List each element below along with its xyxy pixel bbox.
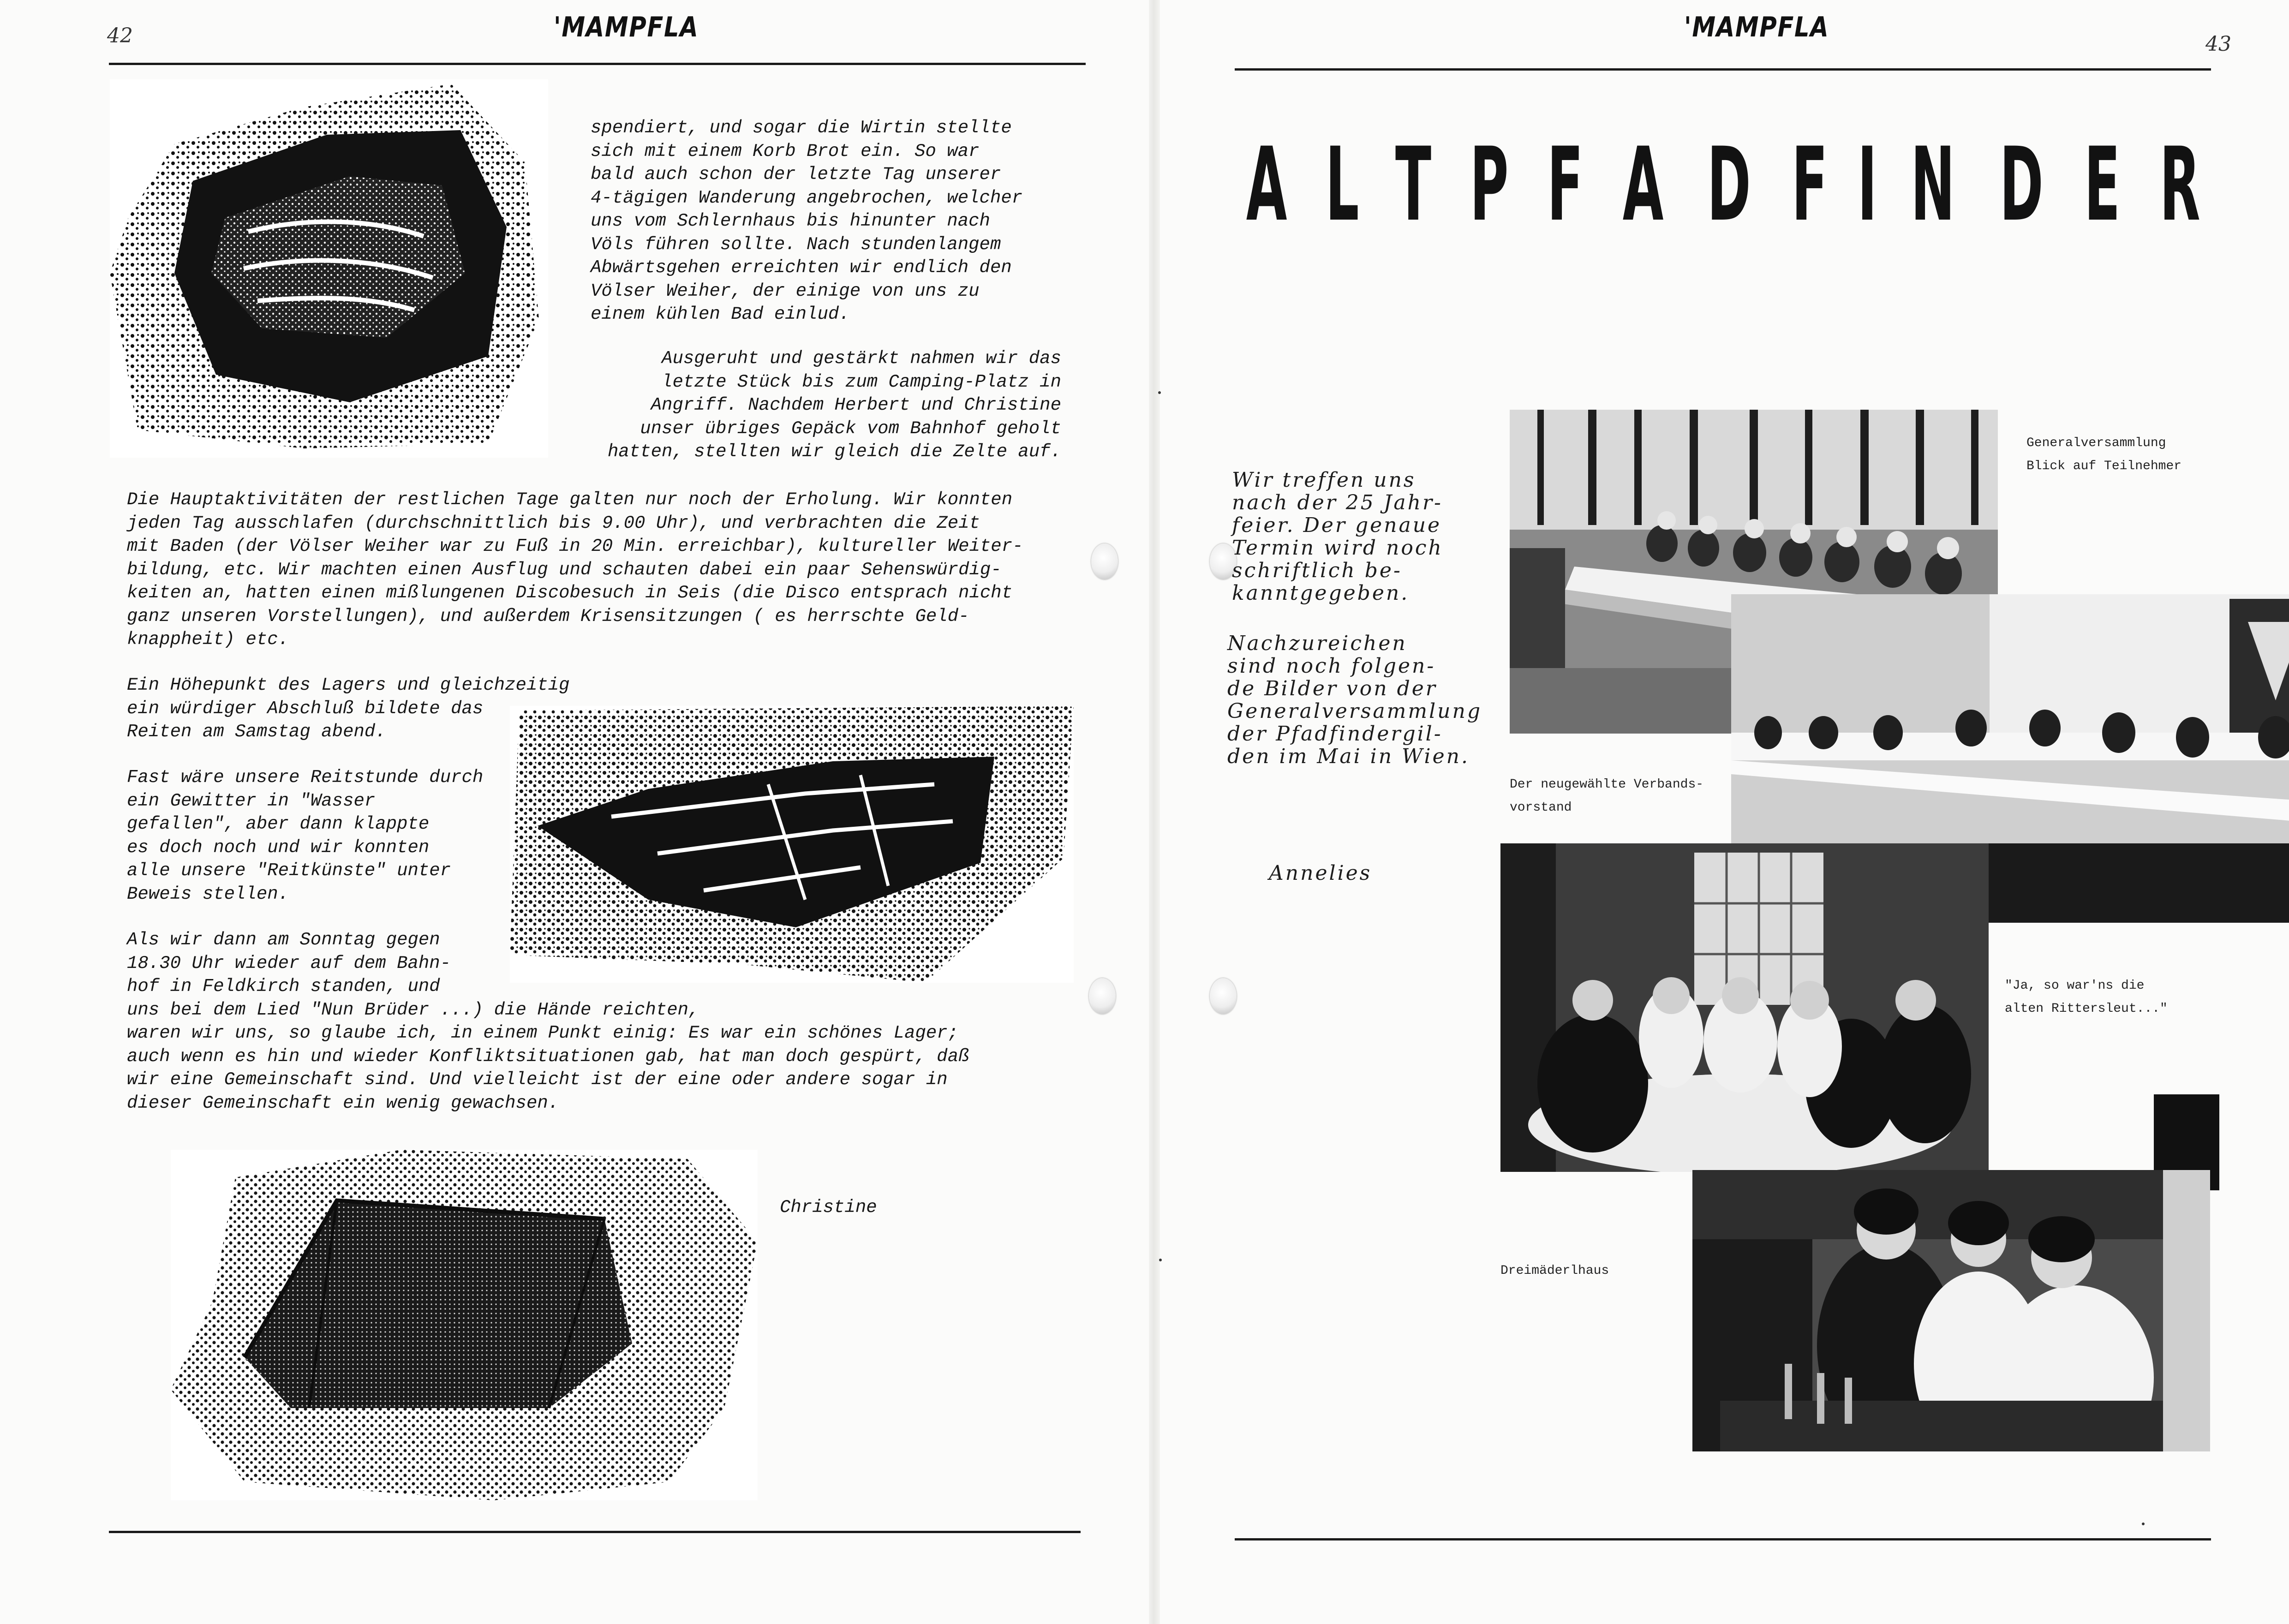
header-rule-left xyxy=(109,63,1086,65)
page-number-left: 42 xyxy=(107,24,133,48)
paper-speck xyxy=(2142,1522,2145,1525)
stipple-drawing-1 xyxy=(110,79,548,458)
text-column-top: spendiert, und sogar die Wirtin stellte sich mit einem Korb Brot ein. So war bald auch schon der letzte Tag unserer 4-tägigen Wanderung angebrochen, welcher uns vom Schlernhaus bis hinunter nach Völs führen sollte. Nach stundenlangem Abwärtsgehen erreichten wir endlich den Völser Weiher, der einige von uns zu einem kühlen Bad einlud. xyxy=(591,118,1023,324)
headline-letter: D xyxy=(1999,125,2044,244)
caption-knights: "Ja, so war'ns die alten Rittersleut..." xyxy=(2005,979,2168,1016)
header-rule-right xyxy=(1235,68,2211,71)
headline-letter: F xyxy=(1547,125,1584,244)
handwritten-meeting-note: Wir treffen uns nach der 25 Jahr- feier. Der genaue Termin wird noch schriftlich be- kanntgegeben. xyxy=(1232,468,1443,605)
photo-knights-table-image xyxy=(1500,843,1989,1172)
handwritten-photos-note: Nachzureichen sind noch folgen- de Bilder von der Generalversammlung der Pfadfindergil- den im Mai in Wien. xyxy=(1227,632,1482,768)
headline-letter: A xyxy=(1246,125,1287,244)
punch-hole-left-2 xyxy=(1089,978,1116,1014)
stipple-illustration-tent xyxy=(171,1150,758,1500)
headline-letter: N xyxy=(1911,125,1955,244)
handwritten-signature-annelies: Annelies xyxy=(1269,861,1372,885)
paper-speck xyxy=(1159,1259,1162,1261)
caption-dreimaederlhaus: Dreimäderlhaus xyxy=(1500,1264,1609,1278)
paper-speck xyxy=(1158,391,1161,394)
punch-hole-left-1 xyxy=(1091,543,1118,579)
headline-letter: P xyxy=(1470,125,1509,244)
headline-letter: D xyxy=(1707,125,1751,244)
footer-rule-right xyxy=(1235,1538,2211,1540)
punch-hole-right-2 xyxy=(1210,978,1237,1014)
masthead-logo-right: 'MAMPFLA xyxy=(1684,11,1829,43)
footer-rule-left xyxy=(109,1531,1081,1533)
photo-dreimaederlhaus xyxy=(1692,1170,2210,1451)
text-column-rested: Ausgeruht und gestärkt nahmen wir das letzte Stück bis zum Camping-Platz in Angriff. Nachdem Herbert und Christine unser übriges Gepäck vom Bahnhof geholt hatten, stellten wir gleich die Zelte auf. xyxy=(608,348,1061,462)
headline-letter: E xyxy=(2084,125,2121,244)
right-page xyxy=(1153,0,2289,1624)
text-sunday: Als wir dann am Sonntag gegen 18.30 Uhr wieder auf dem Bahn- hof in Feldkirch standen, und uns bei dem Lied "Nun Brüder ...) die Hände reichten, waren wir uns, so glaube ich, in einem Punkt einig: Es war ein schönes Lager; auch wenn es hin und wieder Konfliktsituationen gab, hat man doch gespürt, daß wir eine Gemeinschaft sind. Und vielleicht ist der eine oder andere sogar in dieser Gemeinschaft ein wenig gewachsen. xyxy=(127,930,969,1113)
text-riding: Fast wäre unsere Reitstunde durch ein Gewitter in "Wasser gefallen", aber dann klappte es doch noch und wir konnten alle unsere "Reitkünste" unter Beweis stellen. xyxy=(127,767,484,904)
headline-letter: A xyxy=(1623,125,1664,244)
headline-letter: T xyxy=(1395,125,1432,244)
caption-new-board: Der neugewählte Verbands- vorstand xyxy=(1510,777,1704,815)
stipple-illustration-backpack xyxy=(110,79,548,458)
masthead-logo-left: 'MAMPFLA xyxy=(554,11,699,43)
text-highlight: Ein Höhepunkt des Lagers und gleichzeitig ein würdiger Abschluß bildete das Reiten am Samstag abend. xyxy=(127,675,570,742)
photo-dreimaederlhaus-image xyxy=(1692,1170,2210,1451)
headline-letter: I xyxy=(1857,125,1877,244)
caption-general-assembly: Generalversammlung Blick auf Teilnehmer xyxy=(2026,436,2182,473)
headline-letter: R xyxy=(2160,125,2201,244)
headline-letter: F xyxy=(1792,125,1828,244)
headline-altpfadfinder xyxy=(1227,125,2219,244)
headline-letter: L xyxy=(1325,125,1359,244)
page-number-right: 43 xyxy=(2205,32,2231,56)
signature-christine: Christine xyxy=(780,1197,877,1218)
stipple-drawing-3 xyxy=(171,1150,758,1500)
text-main-activities: Die Hauptaktivitäten der restlichen Tage galten nur noch der Erholung. Wir konnten jeden Tag ausschlafen (durchschnittlich bis 9.00 Uhr), und verbrachten die Zeit mit Baden (der Völser Weiher war zu Fuß in 20 Min. erreichbar), kultureller Weiter- bildung, etc. Wir machten einen Ausflug und schauten dabei ein paar Sehenswürdig- keiten an, hatten einen mißlungenen Discobesuch in Seis (die Disco entsprach nicht ganz unseren Vorstellungen), und außerdem Krisensitzungen ( es herrschte Geld- knappheit) etc. xyxy=(127,490,1023,650)
photo-knights-table xyxy=(1500,843,1989,1172)
